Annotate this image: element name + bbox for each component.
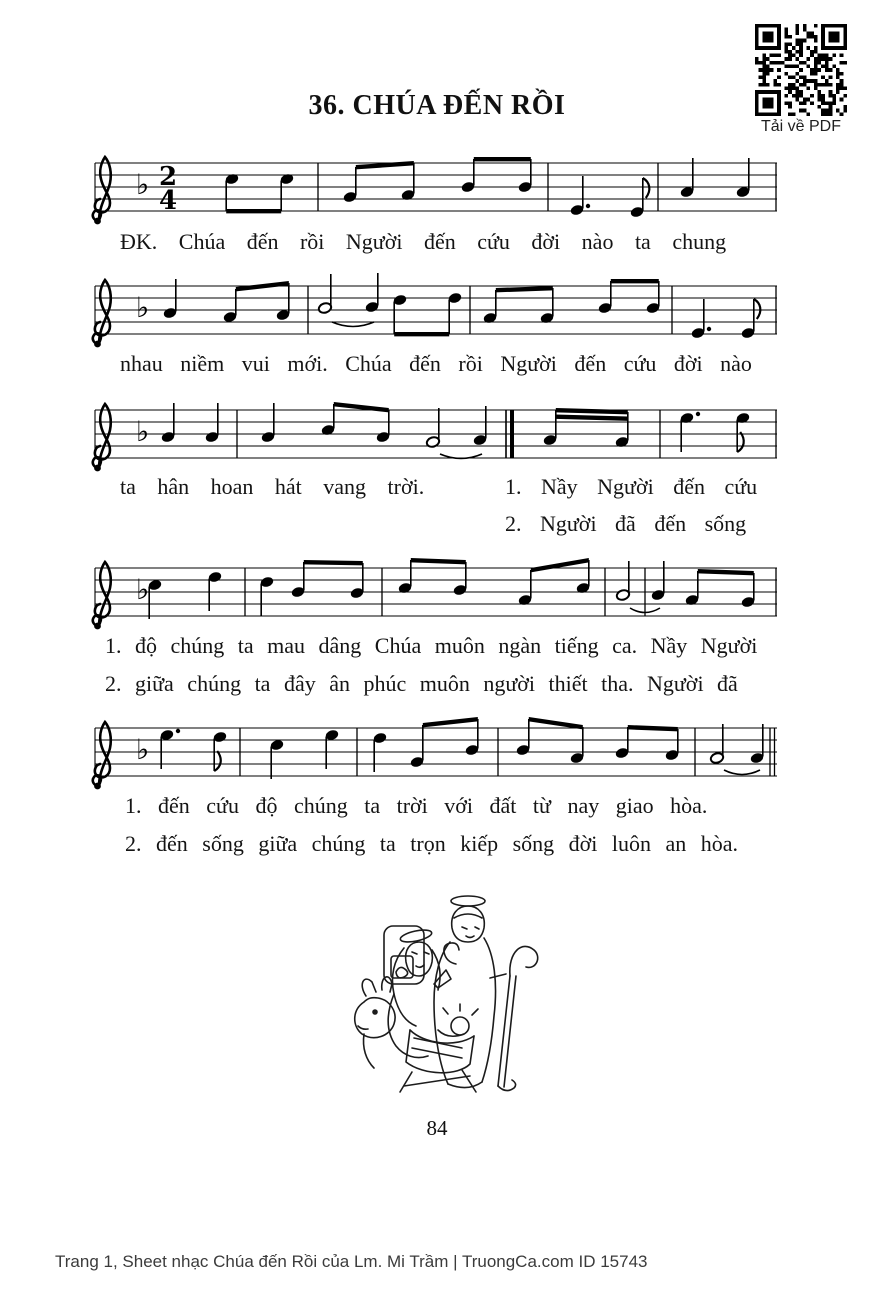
- flat-sign-icon: ♭: [136, 415, 150, 448]
- qr-download-label[interactable]: Tải về PDF: [760, 118, 841, 135]
- nativity-illustration: [344, 880, 560, 1096]
- lyric-line-verse2-start: 2. Người đã đến sống: [505, 511, 747, 536]
- musical-staff-1: [0, 143, 874, 243]
- lyric-line-verse1-mid: 1. độ chúng ta mau dâng Chúa muôn ngàn tiếng ca. Nầy Người: [105, 633, 758, 658]
- flat-sign-icon: ♭: [136, 168, 150, 201]
- page-number: 84: [426, 1116, 448, 1140]
- lyric-line-refrain-3: ta hân hoan hát vang trời.: [120, 474, 425, 499]
- time-signature-numerator: 2: [158, 162, 178, 192]
- donkey-figure: [355, 977, 395, 1068]
- lyric-line-verse2-mid: 2. giữa chúng ta đây ân phúc muôn người thiết tha. Người đã: [105, 671, 738, 696]
- baby-jesus-manger: [400, 1004, 478, 1092]
- lyric-line-verse1-start: 1. Nầy Người đến cứu: [505, 474, 758, 499]
- flat-sign-icon: ♭: [136, 733, 150, 766]
- mary-figure: [388, 928, 451, 1058]
- song-title: 36. CHÚA ĐẾN RỒI: [308, 90, 566, 121]
- flat-sign-icon: ♭: [136, 573, 150, 606]
- flat-sign-icon: ♭: [136, 291, 150, 324]
- lyric-line-verse2-end: 2. đến sống giữa chúng ta trọn kiếp sống đời luôn an hòa.: [125, 831, 739, 856]
- lyric-line-verse1-end: 1. đến cứu độ chúng ta trời với đất từ nay giao hòa.: [125, 793, 708, 818]
- shepherd-staff: [498, 946, 538, 1090]
- qr-code[interactable]: [755, 24, 847, 116]
- footer-credit: Trang 1, Sheet nhạc Chúa đến Rồi của Lm. Mi Trầm | TruongCa.com ID 15743: [55, 1252, 648, 1271]
- lyric-line-refrain-2: nhau niềm vui mới. Chúa đến rồi Người đến cứu đời nào: [120, 351, 752, 376]
- qr-download-block[interactable]: [751, 24, 851, 136]
- time-signature-denominator: 4: [158, 186, 178, 216]
- lyric-line-refrain-1: ĐK. Chúa đến rồi Người đến cứu đời nào ta chung: [120, 229, 727, 254]
